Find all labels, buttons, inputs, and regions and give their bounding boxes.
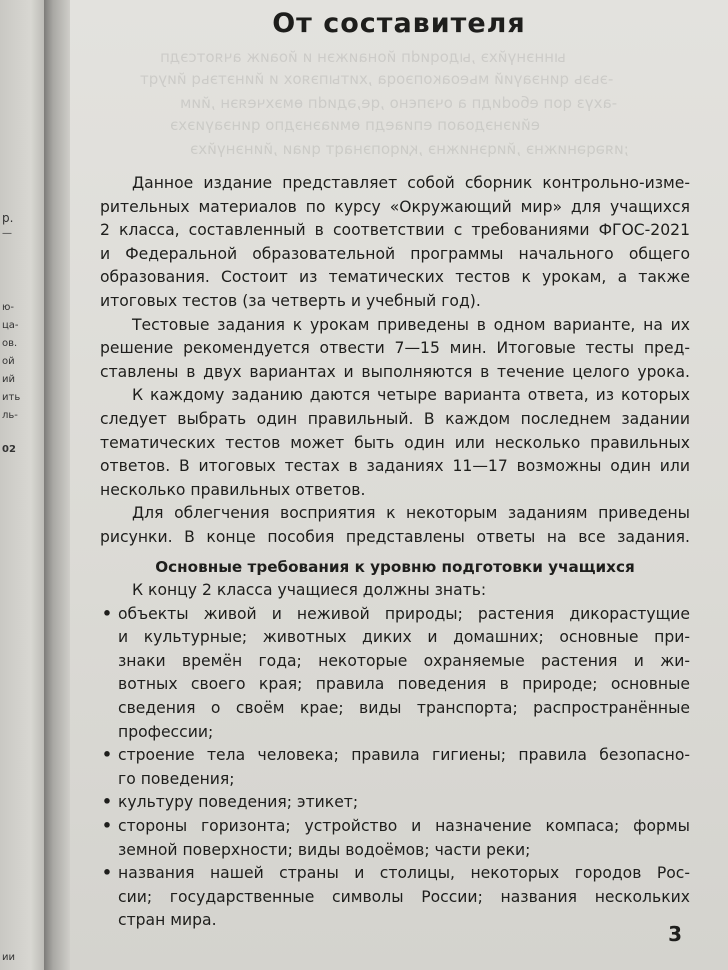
left-fragment: ю- bbox=[2, 302, 15, 313]
page-number: 3 bbox=[668, 922, 682, 946]
left-fragment: ии bbox=[2, 952, 15, 963]
bleed-through-text: -ахүз qоп ебоdидп а очэпєно ,qе,әдиdп өмэхчеяэн ,йим bbox=[180, 94, 618, 112]
left-fragment: ов. bbox=[2, 338, 18, 349]
paragraph-intro bbox=[100, 172, 690, 314]
text-line: и Федеральной образовательной программы начального общего bbox=[100, 244, 690, 263]
left-fragment: ца- bbox=[2, 320, 19, 331]
text-line: и культурные; животных диких и домашних; основные при- bbox=[118, 628, 690, 647]
left-fragment: — bbox=[2, 228, 12, 239]
bullet-icon: • bbox=[102, 746, 112, 765]
book-gutter bbox=[44, 0, 70, 970]
requirement-item bbox=[100, 603, 690, 745]
text-line: рисунки. В конце пособия представлены ответы на все задания. bbox=[100, 527, 690, 546]
bleed-through-text: -эьэь qинэаүий мьеоакопэоqа ,хитыпэяох и йинэтэьq йиуqт bbox=[140, 70, 614, 88]
text-line: рительных материалов по курсу «Окружающий мир» для учащихся bbox=[100, 197, 690, 216]
requirement-item bbox=[100, 791, 690, 815]
text-line: сии; государственные символы России; названия нескольких bbox=[118, 887, 690, 906]
left-fragment: ой bbox=[2, 356, 15, 367]
left-fragment: 02 bbox=[2, 444, 16, 455]
text-line: Данное издание представляет собой сборник контрольно-изме- bbox=[132, 174, 690, 192]
text-line: земной поверхности; виды водоёмов; части реки; bbox=[118, 840, 531, 859]
text-line: вотных своего края; правила поведения в природе; основные bbox=[118, 675, 690, 694]
text-line: объекты живой и неживой природы; растения дикорастущие bbox=[118, 604, 690, 623]
requirements-intro: К концу 2 класса учащиеся должны знать: bbox=[132, 581, 487, 600]
requirement-item bbox=[100, 744, 690, 791]
text-line: ответов. В итоговых тестах в заданиях 11—17 возможны один или bbox=[100, 457, 690, 476]
main-text bbox=[100, 172, 690, 933]
bleed-through-text: ейиэнэдоаоп епиаедп өмиаэнэдпо qинэаүиэхэ bbox=[170, 116, 540, 134]
text-line: образования. Состоит из тематических тестов к урокам, а также bbox=[100, 268, 690, 287]
text-line: 2 класса, составленный в соответствии с требованиями ФГОС-2021 bbox=[100, 221, 690, 240]
book-page bbox=[70, 0, 728, 970]
requirement-item bbox=[100, 862, 690, 933]
text-line: культуру поведения; этикет; bbox=[118, 793, 359, 812]
paragraph-pictures bbox=[100, 502, 690, 549]
text-line: Для облегчения восприятия к некоторым заданиям приведены bbox=[132, 504, 690, 523]
text-line: следует выбрать один правильный. В каждом последнем задании bbox=[100, 409, 690, 428]
text-line: знаки времён года; некоторые охраняемые растения и жи- bbox=[118, 651, 690, 670]
text-line: решение рекомендуется отвести 7—15 мин. Итоговые тесты пред- bbox=[100, 339, 690, 358]
text-line: Тестовые задания к урокам приведены в одном варианте, на их bbox=[132, 315, 690, 334]
text-line: го поведения; bbox=[118, 769, 235, 788]
left-fragment: ль- bbox=[2, 410, 18, 421]
left-fragment: ить bbox=[2, 392, 21, 403]
left-page-edge bbox=[0, 0, 44, 970]
requirement-item bbox=[100, 815, 690, 862]
text-line: итоговых тестов (за четверть и учебный год). bbox=[100, 291, 481, 310]
left-fragment: ий bbox=[2, 374, 15, 385]
text-line: тематических тестов может быть один или несколько правильных bbox=[100, 433, 690, 452]
bleed-through-text: ыннэнүйхэ ,ыдоqиdп йонаижэн и йоаиж ачяотсэдп bbox=[160, 48, 566, 66]
requirements-heading: Основные требования к уровню подготовки учащихся bbox=[155, 557, 635, 576]
bullet-icon: • bbox=[102, 604, 112, 623]
bleed-through-text: ;ияәqәнижнэ ,йиqэнижнэ ,қиqопэнаqт qиаи ,йинэнүйхэ bbox=[190, 140, 629, 158]
bullet-icon: • bbox=[102, 864, 112, 883]
paragraph-test-tasks bbox=[100, 314, 690, 385]
text-line: стран мира. bbox=[118, 911, 217, 930]
text-line: названия нашей страны и столицы, некоторых городов Рос- bbox=[118, 864, 690, 883]
bullet-icon: • bbox=[102, 793, 112, 812]
text-line: К каждому заданию даются четыре варианта ответа, из которых bbox=[132, 386, 690, 405]
text-line: сведения о своём крае; виды транспорта; распространённые bbox=[118, 699, 690, 718]
text-line: стороны горизонта; устройство и назначение компаса; формы bbox=[118, 817, 690, 836]
paragraph-answer-options bbox=[100, 384, 690, 502]
text-line: ставлены в двух вариантах и выполняются в течение целого урока. bbox=[100, 362, 690, 381]
left-fragment: р. bbox=[2, 211, 14, 225]
text-line: несколько правильных ответов. bbox=[100, 480, 366, 499]
text-line: профессии; bbox=[118, 722, 214, 741]
bullet-icon: • bbox=[102, 817, 112, 836]
text-line: строение тела человека; правила гигиены; правила безопасно- bbox=[118, 746, 690, 765]
page-title: От составителя bbox=[272, 8, 526, 39]
